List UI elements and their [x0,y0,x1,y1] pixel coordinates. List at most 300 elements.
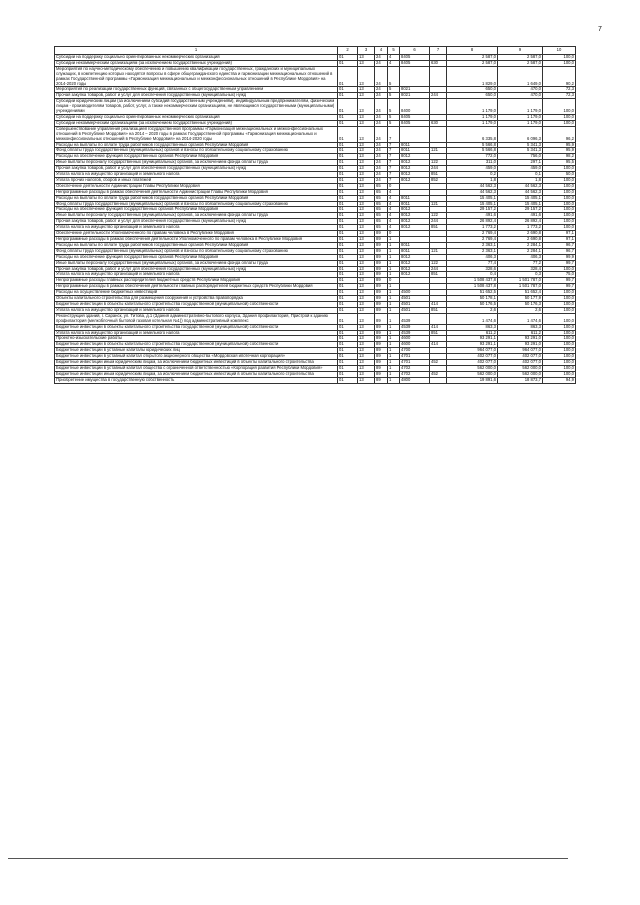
expense-type-code: 851 [430,307,447,313]
rzd-code: 01 [338,307,358,313]
program-code: 24 [375,154,388,160]
program-code: 24 [375,126,388,142]
item-code: 8011 [400,201,430,207]
item-code: 4600 [400,336,430,342]
column-header: 9 [498,47,543,55]
execution-percent: 98,2 [543,154,576,160]
row-description: Обеспечение деятельности Уполномоченного по правам человека в Республике Мордовия [55,231,338,237]
execution-percent: 75,0 [543,272,576,278]
program-code: 24 [375,55,388,61]
subprogram-code: 4 [388,189,400,195]
execution-percent: 96,7 [543,248,576,254]
prz-code: 13 [358,377,375,383]
program-code: 89 [375,231,388,237]
rzd-code: 01 [338,99,358,115]
expense-type-code: 414 [430,301,447,307]
execution-percent: 95,9 [543,142,576,148]
program-code: 65 [375,219,388,225]
executed-amount: 459,0 [498,166,543,172]
executed-amount: 611,2 [498,330,543,336]
planned-amount: 650,0 [447,93,498,99]
prz-code: 13 [358,296,375,302]
program-code: 89 [375,365,388,371]
prz-code: 13 [358,160,375,166]
execution-percent: 97,1 [543,237,576,243]
item-code [400,66,430,87]
planned-amount: 15 405,1 [447,201,498,207]
planned-amount: 1 179,0 [447,114,498,120]
program-code: 89 [375,248,388,254]
execution-percent: 100,0 [543,371,576,377]
rzd-code: 01 [338,213,358,219]
rzd-code: 01 [338,278,358,284]
execution-percent: 72,3 [543,87,576,93]
row-description: Бюджетные инвестиции иным юридическим лицам, за исключением бюджетных инвестиций в объекты капитального строительства [55,371,338,377]
row-description: Иные выплаты персоналу государственных (муниципальных) органов, за исключением фонда оплаты труда [55,260,338,266]
expense-type-code: 414 [430,324,447,330]
executed-amount: 1 501 787,0 [498,284,543,290]
prz-code: 13 [358,354,375,360]
executed-amount: 1 474,6 [498,313,543,324]
executed-amount: 93 291,0 [498,342,543,348]
prz-code: 13 [358,55,375,61]
prz-code: 13 [358,242,375,248]
execution-percent: 100,0 [543,296,576,302]
column-header: 7 [430,47,447,55]
program-code: 89 [375,313,388,324]
row-description: Уплата налога на имущество организаций и земельного налога [55,307,338,313]
subprogram-code: 1 [388,360,400,366]
column-header: 5 [388,47,400,55]
prz-code: 13 [358,260,375,266]
planned-amount: 1 773,2 [447,225,498,231]
subprogram-code: 1 [388,290,400,296]
executed-amount: 562 000,0 [498,371,543,377]
prz-code: 13 [358,307,375,313]
column-header: 2 [338,47,358,55]
execution-percent: 100,0 [543,219,576,225]
executed-amount: 50 177,9 [498,296,543,302]
executed-amount: 44 562,3 [498,183,543,189]
prz-code: 13 [358,365,375,371]
executed-amount: 470,0 [498,93,543,99]
row-description: Объекты капитального строительства для размещения сооружения и устройства правопорядка [55,296,338,302]
item-code: 4701 [400,360,430,366]
prz-code: 13 [358,120,375,126]
prz-code: 13 [358,213,375,219]
executed-amount: 1 773,2 [498,225,543,231]
expense-type-code: 121 [430,201,447,207]
subprogram-code: 1 [388,365,400,371]
executed-amount: 470,0 [498,87,543,93]
program-code: 24 [375,93,388,99]
rzd-code: 01 [338,296,358,302]
executed-amount: 402 077,0 [498,354,543,360]
row-description: Расходы на обеспечение функций государственных органов Республики Мордовия [55,254,338,260]
rzd-code: 01 [338,60,358,66]
subprogram-code: 4 [388,201,400,207]
rzd-code: 01 [338,114,358,120]
prz-code: 13 [358,93,375,99]
row-description: Уплата налога на имущество организаций и земельного налога [55,172,338,178]
item-code: 4501 [400,296,430,302]
item-code: 8400 [400,99,430,115]
subprogram-code: 1 [388,354,400,360]
rzd-code: 01 [338,55,358,61]
program-code: 89 [375,254,388,260]
prz-code: 13 [358,342,375,348]
planned-amount: 26 892,4 [447,219,498,225]
executed-amount: 1 649,0 [498,66,543,87]
program-code: 89 [375,284,388,290]
prz-code: 13 [358,207,375,213]
item-code: 8011 [400,195,430,201]
row-description: Субсидии на поддержку социально ориентированных некоммерческих организаций [55,55,338,61]
executed-amount: 297,1 [498,160,543,166]
program-code: 89 [375,377,388,383]
rzd-code: 01 [338,301,358,307]
subprogram-code: 4 [388,213,400,219]
subprogram-code: 1 [388,330,400,336]
prz-code: 13 [358,324,375,330]
subprogram-code: 1 [388,266,400,272]
planned-amount: 1,8 [447,177,498,183]
execution-percent: 100,0 [543,348,576,354]
subprogram-code: 7 [388,154,400,160]
execution-percent: 100,0 [543,360,576,366]
row-description: Расходы на выплаты по оплате труда работников государственных органов Республики Мордовия [55,242,338,248]
rzd-code: 01 [338,290,358,296]
row-description: Непрограммные расходы в рамках обеспечения деятельности главных распорядителей бюджетных средств Республики Мордовия [55,284,338,290]
execution-percent: 100,0 [543,195,576,201]
planned-amount: 562 000,0 [447,365,498,371]
planned-amount: 50 176,5 [447,301,498,307]
item-code: 8405 [400,120,430,126]
rzd-code: 01 [338,201,358,207]
row-description: Приобретение имущества в государственную собственность [55,377,338,383]
prz-code: 13 [358,154,375,160]
subprogram-code: 0 [388,231,400,237]
column-header: 8 [447,47,498,55]
program-code: 65 [375,201,388,207]
expense-type-code: 452 [430,371,447,377]
rzd-code: 01 [338,342,358,348]
rzd-code: 01 [338,126,358,142]
prz-code: 13 [358,284,375,290]
prz-code: 13 [358,114,375,120]
planned-amount: 77,4 [447,260,498,266]
executed-amount: 1 179,0 [498,114,543,120]
execution-percent: 100,0 [543,330,576,336]
program-code: 89 [375,237,388,243]
budget-table [54,46,576,384]
execution-percent: 100,0 [543,166,576,172]
rzd-code: 01 [338,66,358,87]
subprogram-code: 1 [388,371,400,377]
item-code: 4800 [400,377,430,383]
row-description: Прочая закупка товаров, работ и услуг для обеспечения государственных (муниципальных) нужд [55,266,338,272]
planned-amount: 402 077,0 [447,360,498,366]
item-code: 8012 [400,225,430,231]
prz-code: 13 [358,371,375,377]
program-code: 65 [375,195,388,201]
program-code: 89 [375,336,388,342]
row-description: Проектно-изыскательские работы [55,336,338,342]
executed-amount: 5 341,3 [498,142,543,148]
executed-amount: 2 690,8 [498,231,543,237]
subprogram-code: 5 [388,120,400,126]
prz-code: 13 [358,189,375,195]
item-code: 8012 [400,266,430,272]
table-row [55,99,576,115]
item-code: 8012 [400,177,430,183]
row-description: Уплата налога на имущество организаций и земельного налога [55,225,338,231]
subprogram-code: 4 [388,195,400,201]
program-code: 89 [375,266,388,272]
expense-type-code: 630 [430,120,447,126]
rzd-code: 01 [338,354,358,360]
execution-percent: 95,9 [543,148,576,154]
program-code: 89 [375,324,388,330]
executed-amount: 756,0 [498,154,543,160]
expense-type-code: 122 [430,260,447,266]
item-code: 4539 [400,330,430,336]
row-description: Бюджетные инвестиции в уставный капитал общества с ограниченной ответственностью «Корпорация развития Республики Мордовия» [55,365,338,371]
subprogram-code: 1 [388,254,400,260]
program-code: 65 [375,207,388,213]
prz-code: 13 [358,142,375,148]
planned-amount: 51 652,5 [447,290,498,296]
rzd-code: 01 [338,231,358,237]
row-description: Субсидии юридическим лицам (за исключением субсидий государственным учреждениям), индивидуальным предпринимателям, физическим лицам - производителям товаров, работ, услуг, а также некоммерческим организациям, не являющимся государственными (муниципальными) учреждениями [55,99,338,115]
item-code: 8012 [400,207,430,213]
expense-type-code: 121 [430,148,447,154]
executed-amount: 6 096,3 [498,126,543,142]
planned-amount: 0,2 [447,172,498,178]
item-code: 8012 [400,260,430,266]
execution-percent: 100,0 [543,177,576,183]
row-description: Фонд оплаты труда государственных (муниципальных) органов и взносы по обязательному социальному страхованию [55,248,338,254]
program-code: 89 [375,307,388,313]
rzd-code: 01 [338,365,358,371]
expense-type-code: 244 [430,266,447,272]
execution-percent: 96,7 [543,242,576,248]
planned-amount: 459,0 [447,166,498,172]
column-header: 6 [400,47,430,55]
planned-amount: 93 291,1 [447,342,498,348]
prz-code: 13 [358,254,375,260]
program-code: 89 [375,354,388,360]
execution-percent: 100,0 [543,120,576,126]
rzd-code: 01 [338,177,358,183]
execution-percent: 99,7 [543,260,576,266]
program-code: 89 [375,290,388,296]
rzd-code: 01 [338,272,358,278]
executed-amount: 2 284,1 [498,242,543,248]
prz-code: 13 [358,126,375,142]
row-description: Фонд оплаты труда государственных (муниципальных) органов и взносы по обязательному социальному страхованию [55,201,338,207]
prz-code: 13 [358,248,375,254]
program-code: 24 [375,148,388,154]
item-code: 8012 [400,166,430,172]
execution-percent: 100,0 [543,324,576,330]
program-code: 65 [375,189,388,195]
program-code: 89 [375,278,388,284]
subprogram-code: 1 [388,260,400,266]
prz-code: 13 [358,166,375,172]
prz-code: 13 [358,330,375,336]
program-code: 24 [375,120,388,126]
item-code: 4539 [400,324,430,330]
execution-percent: 72,3 [543,93,576,99]
prz-code: 13 [358,237,375,243]
expense-type-code: 121 [430,248,447,254]
executed-amount: 77,2 [498,260,543,266]
subprogram-code: 1 [388,237,400,243]
item-code: 4501 [400,307,430,313]
planned-amount: 406,3 [447,254,498,260]
program-code: 24 [375,177,388,183]
subprogram-code: 1 [388,301,400,307]
row-description: Уплата налога на имущество организаций и земельного налога [55,272,338,278]
program-code: 89 [375,296,388,302]
execution-percent: 100,0 [543,225,576,231]
execution-percent: 100,0 [543,189,576,195]
execution-percent: 100,0 [543,342,576,348]
subprogram-code: 1 [388,348,400,354]
planned-amount: 1 179,0 [447,120,498,126]
item-code: 8405 [400,55,430,61]
prz-code: 13 [358,99,375,115]
prz-code: 13 [358,301,375,307]
row-description: Непрограммные расходы в рамках обеспечения деятельности Уполномоченного по правам человека в Республике Мордовия [55,237,338,243]
planned-amount: 6 335,8 [447,126,498,142]
rzd-code: 01 [338,120,358,126]
subprogram-code: 1 [388,377,400,383]
subprogram-code: 4 [388,207,400,213]
row-description: Бюджетные инвестиции в объекты капитального строительства государственной (муниципальной) собственности [55,324,338,330]
rzd-code: 01 [338,189,358,195]
row-description: Уплата налога на имущество организаций и земельного налога [55,330,338,336]
program-code: 24 [375,172,388,178]
subprogram-code: 1 [388,313,400,324]
item-code: 8405 [400,114,430,120]
executed-amount: 51 652,4 [498,290,543,296]
executed-amount: 2,6 [498,307,543,313]
prz-code: 13 [358,348,375,354]
expense-type-code: 851 [430,225,447,231]
subprogram-code: 7 [388,172,400,178]
executed-amount: 491,6 [498,213,543,219]
planned-amount: 2 587,0 [447,55,498,61]
subprogram-code: 7 [388,148,400,154]
row-description: Иные выплаты персоналу государственных (муниципальных) органов, за исключением фонда оплаты труда [55,160,338,166]
expense-type-code: 244 [430,93,447,99]
row-description: Бюджетные инвестиции в объекты капитального строительства государственной (муниципальной) собственности [55,301,338,307]
executed-amount: 402 077,0 [498,360,543,366]
subprogram-code: 5 [388,99,400,115]
planned-amount: 491,6 [447,213,498,219]
prz-code: 13 [358,313,375,324]
rzd-code: 01 [338,93,358,99]
executed-amount: 863,3 [498,324,543,330]
executed-amount: 2 690,8 [498,237,543,243]
item-code: 8012 [400,254,430,260]
executed-amount: 328,4 [498,266,543,272]
program-code: 89 [375,242,388,248]
execution-percent: 100,0 [543,213,576,219]
rzd-code: 01 [338,154,358,160]
item-code: 8012 [400,154,430,160]
program-code: 65 [375,213,388,219]
execution-percent: 100,0 [543,99,576,115]
row-description: Расходы на выплаты по оплате труда работников государственных органов Республики Мордовия [55,195,338,201]
item-code: 4700 [400,348,430,354]
planned-amount: 1 508 437,8 [447,284,498,290]
item-code: 8012 [400,213,430,219]
rzd-code: 01 [338,248,358,254]
execution-percent: 94,9 [543,377,576,383]
planned-amount: 1 829,0 [447,66,498,87]
execution-percent: 100,0 [543,354,576,360]
execution-percent: 50,0 [543,172,576,178]
row-description: Совершенствование управления реализацией государственной программы «Гармонизация межнациональных и межконфессиональных отношений в Республике Мордовия» на 2014 – 2020 годы в рамках Государственной программы «Гармонизация межнациональных и межконфессиональных отношений в Республике Мордовия» на 2014-2020 годы [55,126,338,142]
item-code: 4539 [400,313,430,324]
row-description: Непрограммные расходы в рамках обеспечения деятельности Администрации Главы Республики Мордовия [55,189,338,195]
row-description: Расходы на осуществление бюджетных инвестиций [55,290,338,296]
executed-amount: 1 501 787,0 [498,278,543,284]
program-code: 89 [375,260,388,266]
executed-amount: 1,8 [498,177,543,183]
row-description: Прочая закупка товаров, работ и услуг для обеспечения государственных (муниципальных) нужд [55,93,338,99]
planned-amount: 5 566,8 [447,142,498,148]
row-description: Расходы на обеспечение функций государственных органов Республики Мордовия [55,154,338,160]
planned-amount: 772,0 [447,154,498,160]
prz-code: 13 [358,336,375,342]
row-description: Мероприятия по научно-методическому обеспечению и повышению квалификации государственных, гражданских и муниципальных служащих, в компетенцию которых находятся вопросы в сфере общегражданского единства и гармонизации межнациональных отношений в рамках Государственной программы «Гармонизация межнациональных и межконфессиональных отношений в Республике Мордовия» на 2014-2020 годы [55,66,338,87]
row-description: Субсидии на поддержку социально ориентированных некоммерческих организаций [55,114,338,120]
execution-percent: 99,7 [543,284,576,290]
subprogram-code: 5 [388,87,400,93]
row-description: Уплата прочих налогов, сборов и иных платежей [55,177,338,183]
executed-amount: 2 587,0 [498,55,543,61]
program-code: 24 [375,160,388,166]
column-header: 10 [543,47,576,55]
program-code: 24 [375,66,388,87]
page-bottom-rule [8,858,568,859]
subprogram-code: 4 [388,55,400,61]
table-row [55,126,576,142]
rzd-code: 01 [338,284,358,290]
prz-code: 13 [358,272,375,278]
rzd-code: 01 [338,183,358,189]
row-description: Расходы на выплаты по оплате труда работников государственных органов Республики Мордовия [55,142,338,148]
item-code: 4701 [400,354,430,360]
rzd-code: 01 [338,377,358,383]
program-code: 89 [375,360,388,366]
subprogram-code: 1 [388,307,400,313]
execution-percent: 99,7 [543,278,576,284]
expense-type-code: 244 [430,219,447,225]
rzd-code: 01 [338,360,358,366]
expense-type-code: 851 [430,172,447,178]
planned-amount: 328,6 [447,266,498,272]
program-code: 89 [375,301,388,307]
expense-type-code: 122 [430,160,447,166]
subprogram-code: 1 [388,242,400,248]
rzd-code: 01 [338,330,358,336]
table-row [55,377,576,383]
